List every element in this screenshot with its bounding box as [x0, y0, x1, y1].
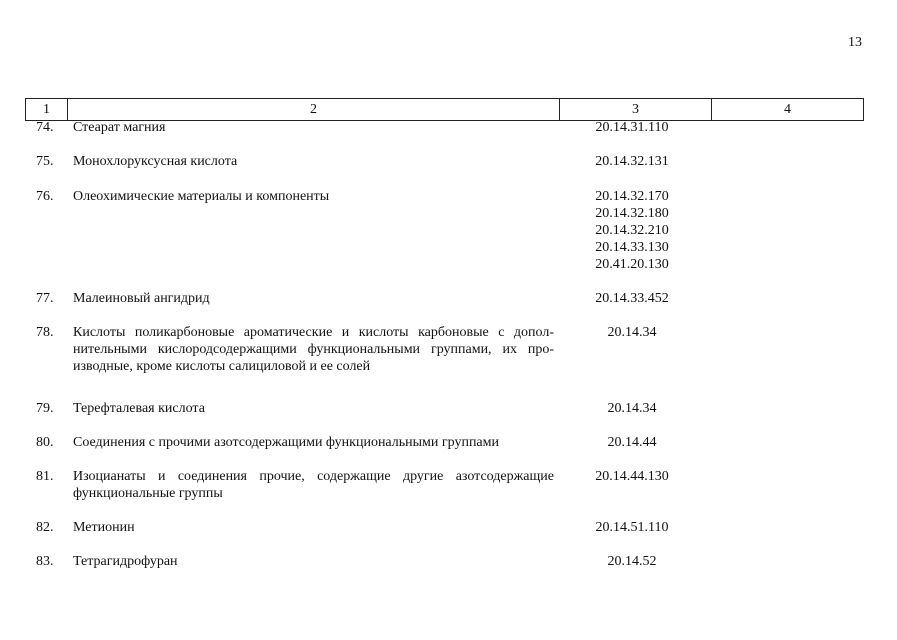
row-code: 20.14.32.170: [595, 189, 669, 204]
row-name: Стеарат магния: [73, 120, 166, 135]
row-name: Кислоты поликарбоновые ароматические и кислоты карбоновые с допол-нительными кислородсодержащими функциональными группами, их про-изводные, кроме кислоты салициловой и ее солей: [73, 325, 554, 374]
row-number: 78.: [36, 325, 54, 340]
row-codes: [580, 468, 684, 485]
row-number: 77.: [36, 291, 54, 306]
row-number: 81.: [36, 469, 54, 484]
column-header-3: 3: [560, 99, 712, 121]
row-name: Монохлоруксусная кислота: [73, 154, 238, 169]
row-codes: [580, 153, 684, 170]
row-codes: [580, 400, 684, 417]
row-code: 20.14.34: [607, 325, 657, 340]
row-code: 20.14.44.130: [595, 469, 669, 484]
row-code: 20.14.32.131: [595, 154, 669, 169]
column-header-1: 1: [26, 99, 68, 121]
row-name: Метионин: [73, 520, 135, 535]
row-codes: [580, 290, 684, 307]
row-codes: [580, 324, 684, 341]
row-codes: [580, 188, 684, 273]
row-name: Изоцианаты и соединения прочие, содержащие другие азотсодержащие функциональные группы: [73, 469, 554, 501]
page-number: 13: [848, 35, 862, 50]
row-number: 75.: [36, 154, 54, 169]
row-code: 20.14.32.180: [595, 206, 669, 221]
row-code: 20.14.34: [607, 401, 657, 416]
row-codes: [580, 434, 684, 451]
row-codes: [580, 119, 684, 136]
column-header-2: 2: [68, 99, 560, 121]
row-number: 79.: [36, 401, 54, 416]
row-number: 76.: [36, 189, 54, 204]
row-name: Терефталевая кислота: [73, 401, 205, 416]
row-number: 82.: [36, 520, 54, 535]
row-code: 20.14.52: [607, 554, 657, 569]
row-code: 20.14.33.452: [595, 291, 669, 306]
row-code: 20.14.31.110: [595, 120, 669, 135]
row-number: 74.: [36, 120, 54, 135]
row-name: Соединения с прочими азотсодержащими функциональными группами: [73, 435, 499, 450]
row-codes: [580, 519, 684, 536]
row-number: 80.: [36, 435, 54, 450]
row-code: 20.14.32.210: [595, 223, 669, 238]
row-name: Олеохимические материалы и компоненты: [73, 189, 330, 204]
row-code: 20.14.44: [607, 435, 657, 450]
row-name: Малеиновый ангидрид: [73, 291, 210, 306]
row-name: Тетрагидрофуран: [73, 554, 178, 569]
row-code: 20.14.51.110: [595, 520, 669, 535]
row-code: 20.41.20.130: [595, 257, 669, 272]
row-code: 20.14.33.130: [595, 240, 669, 255]
row-codes: [580, 553, 684, 570]
column-header-4: 4: [712, 99, 864, 121]
row-number: 83.: [36, 554, 54, 569]
